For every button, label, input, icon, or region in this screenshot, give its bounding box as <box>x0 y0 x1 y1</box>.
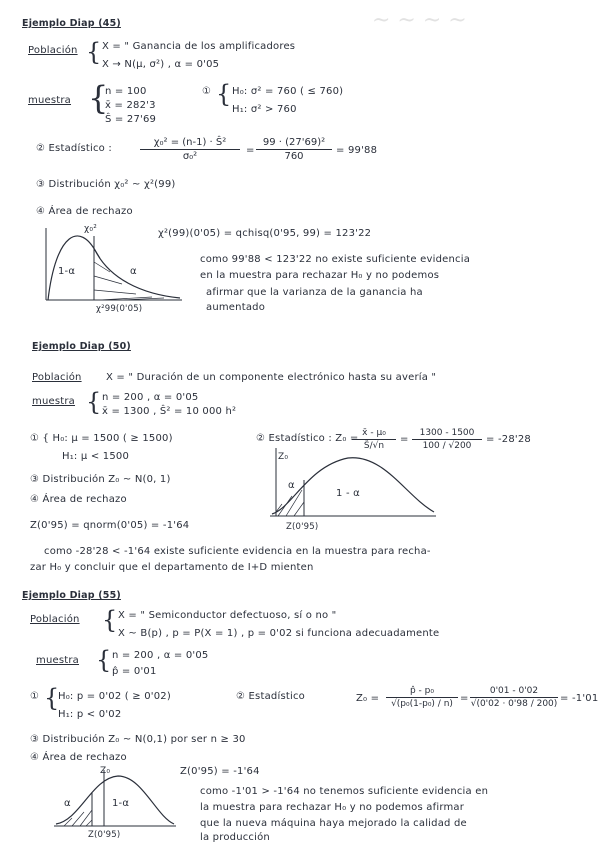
estadistico-substitution-45: $\frac{\text{99 · (27'69)²}}{760}$ <box>256 137 332 162</box>
distribucion-45: ③ Distribución χ₀² ~ χ²(99) <box>36 179 176 190</box>
muestra-label-55: muestra <box>36 655 80 666</box>
poblacion-line2-55: X ~ B(p) , p = P(X = 1) , p = 0'02 si funciona adecuadamente <box>118 628 440 639</box>
conclusion-45-line4: aumentado <box>206 302 266 313</box>
poblacion-line1-45: X = " Ganancia de los amplificadores <box>102 41 296 52</box>
critical-value-50: Z(0'95) = qnorm(0'05) = -1'64 <box>30 520 190 531</box>
graph-top-label-45: χ₀² <box>84 224 98 234</box>
example-55-title: Ejemplo Diap (55) <box>22 590 121 601</box>
graph-area-left-50: α <box>288 480 295 491</box>
conclusion-55-line3: que la nueva máquina haya mejorado la calidad de <box>200 818 467 829</box>
graph-area-left-45: 1-α <box>58 266 76 277</box>
estadistico-label-45: ② Estadístico : <box>36 143 112 154</box>
equals-45a: = <box>246 145 255 156</box>
muestra-label-45: muestra <box>28 95 72 106</box>
graph-area-right-45: α <box>130 266 137 277</box>
h1-55: H₁: p < 0'02 <box>58 709 122 720</box>
estadistico-formula-55: $\frac{\text{p̂ - p₀}}{\text{√(p₀(1-p₀) / n)}}$ <box>386 686 458 709</box>
estadistico-formula-45: $\frac{\text{χ₀² = (n-1) · Ŝ²}}{\text{σ₀²}}$ <box>140 137 240 162</box>
show-through-decoration: ~ ~ ~ ~ <box>372 8 467 33</box>
graph-bottom-label-55: Z(0'95) <box>88 830 121 840</box>
estadistico-z-55: Z₀ = <box>356 693 380 704</box>
muestra-label-50: muestra <box>32 396 76 407</box>
muestra-mean-45: x̄ = 282'3 <box>105 100 156 111</box>
conclusion-50-line2: zar H₀ y concluir que el departamento de I+D mienten <box>30 562 314 573</box>
critical-value-55: Z(0'95) = -1'64 <box>180 766 260 777</box>
equals-50: = <box>400 434 409 445</box>
estadistico-result-55: = -1'01 <box>560 693 599 704</box>
estadistico-substitution-55: $\frac{0'01 - 0'02}{√(0'02 \cdot 0'98 / 200)}$ <box>470 686 558 709</box>
graph-bottom-label-45: χ²99(0'05) <box>96 304 143 314</box>
graph-bottom-label-50: Z(0'95) <box>286 522 319 532</box>
area-rechazo-55: ④ Área de rechazo <box>30 752 127 763</box>
poblacion-label-50: Población <box>32 372 82 383</box>
graph-top-label-55: Z₀ <box>100 766 111 776</box>
hypothesis-number-45: ① <box>202 86 212 97</box>
poblacion-line1-55: X = " Semiconductor defectuoso, sí o no " <box>118 610 337 621</box>
muestra-line1-50: n = 200 , α = 0'05 <box>102 392 199 403</box>
poblacion-line2-45: X → N(μ, σ²) , α = 0'05 <box>102 59 220 70</box>
conclusion-55-line1: como -1'01 > -1'64 no tenemos suficiente evidencia en <box>200 786 489 797</box>
brace-55a: { <box>102 606 118 634</box>
conclusion-55-line2: la muestra para rechazar H₀ y no podemos afirmar <box>200 802 465 813</box>
poblacion-label-55: Población <box>30 614 80 625</box>
area-rechazo-45: ④ Área de rechazo <box>36 206 133 217</box>
h0-45: H₀: σ² = 760 ( ≤ 760) <box>232 86 344 97</box>
estadistico-substitution-50: $\frac{1300 - 1500}{100 / √200}$ <box>412 428 482 451</box>
distribucion-50: ③ Distribución Z₀ ~ N(0, 1) <box>30 474 171 485</box>
muestra-line2-50: x̄ = 1300 , Ŝ² = 10 000 h² <box>102 406 237 417</box>
poblacion-label-45: Población <box>28 45 78 56</box>
brace-55b: { <box>96 646 112 674</box>
hypothesis-number-55: ① <box>30 691 40 702</box>
graph-area-right-50: 1 - α <box>336 488 360 499</box>
muestra-line2-55: p̂ = 0'01 <box>112 666 157 677</box>
brace-50a: { <box>86 388 102 416</box>
estadistico-label-50: ② Estadístico : Z₀ = <box>256 433 359 444</box>
graph-area-left-55: α <box>64 798 71 809</box>
poblacion-line1-50: X = " Duración de un componente electrónico hasta su avería " <box>106 372 437 383</box>
example-50-title: Ejemplo Diap (50) <box>32 341 131 352</box>
conclusion-45-line2: en la muestra para rechazar H₀ y no podemos <box>200 270 440 281</box>
brace-45c: { <box>216 80 232 108</box>
area-rechazo-50: ④ Área de rechazo <box>30 494 127 505</box>
h1-45: H₁: σ² > 760 <box>232 104 297 115</box>
example-45-title: Ejemplo Diap (45) <box>22 18 121 29</box>
estadistico-result-45: = 99'88 <box>336 145 378 156</box>
conclusion-45-line1: como 99'88 < 123'22 no existe suficiente evidencia <box>200 254 471 265</box>
graph-top-label-50: Z₀ <box>278 452 289 462</box>
estadistico-label-55: ② Estadístico <box>236 691 305 702</box>
h1-50: H₁: μ < 1500 <box>62 451 130 462</box>
estadistico-result-50: = -28'28 <box>486 434 531 445</box>
conclusion-55-line4: la producción <box>200 832 270 843</box>
estadistico-formula-50: $\frac{\text{x̄ - μ₀}}{Ŝ/√n}$ <box>352 428 396 451</box>
critical-value-45: χ²(99)(0'05) = qchisq(0'95, 99) = 123'22 <box>158 228 372 239</box>
brace-45b: { <box>88 79 109 117</box>
h0-55: H₀: p = 0'02 ( ≥ 0'02) <box>58 691 171 702</box>
brace-55c: { <box>44 684 60 712</box>
muestra-line1-55: n = 200 , α = 0'05 <box>112 650 209 661</box>
graph-area-right-55: 1-α <box>112 798 130 809</box>
h0-50: ① { H₀: μ = 1500 ( ≥ 1500) <box>30 433 173 444</box>
brace-45a: { <box>86 38 102 66</box>
conclusion-45-line3: afirmar que la varianza de la ganancia ha <box>206 287 423 298</box>
distribucion-55: ③ Distribución Z₀ ~ N(0,1) por ser n ≥ 30 <box>30 734 246 745</box>
conclusion-50-line1: como -28'28 < -1'64 existe suficiente evidencia en la muestra para recha- <box>44 546 431 557</box>
muestra-s-45: Ŝ = 27'69 <box>105 114 157 125</box>
muestra-n-45: n = 100 <box>105 86 147 97</box>
equals-55: = <box>460 693 469 704</box>
